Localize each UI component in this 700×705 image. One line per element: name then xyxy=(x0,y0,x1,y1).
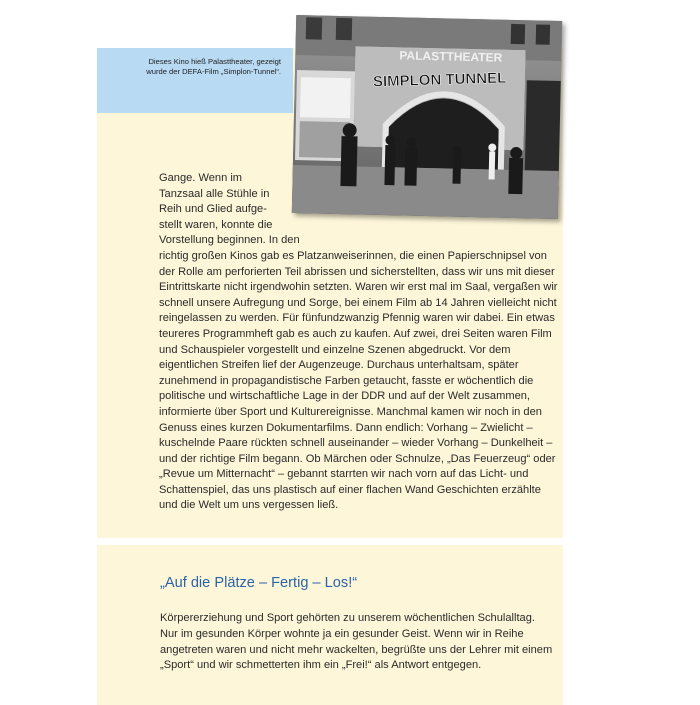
intro-line: Gange. Wenn im xyxy=(159,172,243,184)
section-heading: „Auf die Plätze – Fertig – Los!“ xyxy=(160,575,358,591)
article-text: richtig großen Kinos gab es Platzanweiserinnen, die einen Papierschnipsel von der Rolle am perforierten Teil abrissen und sicherstellten, dass wir uns mit dieser Eintrittskarte nicht irgendwohin setzten. Waren wir erst mal im Saal, vergaßen wir schnell unsere Aufregung und Sorge, bei einem Film ab 14 Jahren vielleicht nicht reingelassen zu werden. Für fünfundzwanzig Pfennig waren wir dabei. Ein etwas teureres Programmheft gab es auch zu kaufen. Auf zwei, drei Seiten waren Film und Schauspieler vorgestellt und einzelne Szenen abgedruckt. Vor dem eigentlichen Streifen lief der Augenzeuge. Durchaus unterhaltsam, später zunehmend in propagandistische Farben getaucht, fasste er wöchentlich die politische und wirtschaftliche Lage in der DDR und auf der Welt zusammen, informierte über Sport und Kulturereignisse. Manchmal kamen wir noch in den Genuss eines kurzen Dokumentarfilms. Dann endlich: Vorhang – Zwielicht – kuschelnde Paare rückten schnell auseinander – wieder Vorhang – Dunkelheit – und der richtige Film begann. Ob Märchen oder Schnulze, „Das Feuerzeug“ oder „Revue um Mitternacht“ – gebannt starrten wir nach vorn auf das Licht- und Schattenspiel, das uns plastisch auf einer flachen Wand Geschichten erzählte und die Welt um uns vergessen ließ. xyxy=(159,249,558,512)
photo-caption: Dieses Kino hieß Palasttheater, gezeigt wurde der DEFA-Film „Simplon-Tunnel“. xyxy=(146,57,281,76)
section-text: Körpererziehung und Sport gehörten zu unserem wöchentlichen Schulalltag. Nur im gesunden Körper wohnte ja ein gesunder Geist. Wenn wir in Reihe angetreten waren und nicht mehr wackelten, begrüßte uns der Lehrer mit einem „Sport“ und wir schmetterten ihm ein „Frei!“ als Antwort entgegen. xyxy=(160,612,553,672)
intro-line: Tanzsaal alle Stühle in xyxy=(159,187,270,200)
intro-line: stellt waren, konnte die xyxy=(159,218,273,231)
intro-line: Vorstellung beginnen. In den xyxy=(159,234,300,247)
caption-box xyxy=(97,48,293,113)
article-body xyxy=(159,171,559,514)
sign-palasttheater: PALASTTHEATER xyxy=(399,48,503,65)
sign-simplon-tunnel: SIMPLON TUNNEL xyxy=(372,69,507,91)
intro-line: Reih und Glied aufge- xyxy=(159,203,267,216)
